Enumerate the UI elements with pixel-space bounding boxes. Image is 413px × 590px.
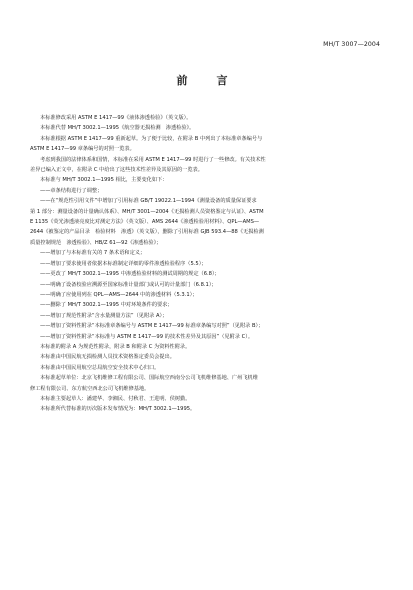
text-line: ——增加了资料性附录“本标准与 ASTM E 1417—99 的技术性差异及其原因”（见附录 C）。: [40, 333, 254, 340]
text-line: 考虑到我国的法律体系和国情，本标准在采用 ASTM E 1417—99 时进行了一些修改。有关技术性: [40, 156, 266, 163]
text-line: ASTM E 1417—99 章条编号的对照一览表。: [30, 146, 135, 153]
text-line: 本标准主要起草人：潘建华、李湘民、付秋君、王进明、侯树勤。: [40, 395, 191, 402]
text-line: ——增加了与本标准有关的 7 条术语和定义；: [40, 250, 146, 257]
text-line: 本标准代替 MH/T 3002.1—1995《航空器无损检测 渗透检验》。: [40, 125, 195, 132]
text-line: 本标准的附录 A 为规范性附录，附录 B 和附录 C 为资料性附录。: [40, 343, 191, 350]
text-line: 本标准修改采用 ASTM E 1417—99《液体渗透检验》（英文版）。: [40, 115, 192, 121]
text-line: ——增加了资料性附录“本标准章条编号与 ASTM E 1417—99 标准章条编写对照”（见附录 B）；: [40, 323, 264, 330]
text-line: 本标准所代替标准的历次版本发布情况为：MH/T 3002.1—1995。: [40, 406, 196, 413]
text-line: ——增加了规范性附录“含水量测量方法”（见附录 A）；: [40, 312, 168, 319]
text-line: ——在“规范性引用文件”中增加了引用标准 GB/T 19022.1—1994《测量设备的质量保证要求: [40, 198, 257, 205]
foreword-body: [30, 113, 388, 415]
page-title: 前 言: [176, 74, 237, 87]
text-line: ——明确了设备校验应溯源至国家标准计量部门或认可的计量部门（6.8.1）；: [40, 281, 217, 288]
text-line: 第 1 部分：测量设备的计量确认体系》、MH/T 3001—2004《无损检测人员资格鉴定与认证》、ASTM: [30, 208, 264, 215]
text-line: 2644《被鉴定的产品目录 检验材料 渗透》（英文版），删除了引用标准 GJB 593.4—88《无损检测: [30, 229, 264, 236]
text-line: ——更改了 MH/T 3002.1—1995 中渗透检验材料的测试周期的规定（6.8）；: [40, 271, 220, 278]
text-line: 质量控制规范 渗透检验》、HB/Z 61—92《渗透检验》；: [30, 239, 162, 246]
text-line: E 1135《荧光渗透液亮度比对测定方法》（英文版）、AMS 2644《渗透检验用材料》、QPL—AMS—: [30, 219, 260, 226]
text-line: ——章条结构进行了调整；: [40, 187, 103, 194]
text-line: 本标准起草单位：北京飞机维修工程有限公司、国际航空西南分公司飞机维修基地、广州飞机维: [40, 375, 258, 382]
text-line: 差异已编入正文中，在附录 C 中给出了这些技术性差异及其原因的一览表。: [30, 167, 203, 174]
text-line: 本标准根据 ASTM E 1417—99 重新起草。为了便于比较，在附录 B 中列出了本标准章条编号与: [40, 135, 263, 142]
text-line: 本标准由中国民用航空总局航空安全技术中心归口。: [40, 364, 160, 371]
text-line: ——增加了要求使用者依据本标准制定详细的零件渗透检验程序（5.5）；: [40, 260, 207, 267]
text-line: 修工程有限公司、东方航空西北公司飞机维修基地。: [30, 385, 150, 392]
text-line: ——删除了 MH/T 3002.1—1995 中对环境条件的要求；: [40, 302, 173, 309]
text-line: 本标准与 MH/T 3002.1—1995 相比，主要变化如下：: [40, 177, 168, 184]
text-line: 本标准由中国民航无损检测人员技术资格鉴定委员会提出。: [40, 354, 175, 361]
document-code: MH/T 3007—2004: [323, 41, 380, 48]
text-line: ——明确了应使用列在 QPL—AMS—2644 中的渗透材料（5.3.1）；: [40, 291, 198, 298]
